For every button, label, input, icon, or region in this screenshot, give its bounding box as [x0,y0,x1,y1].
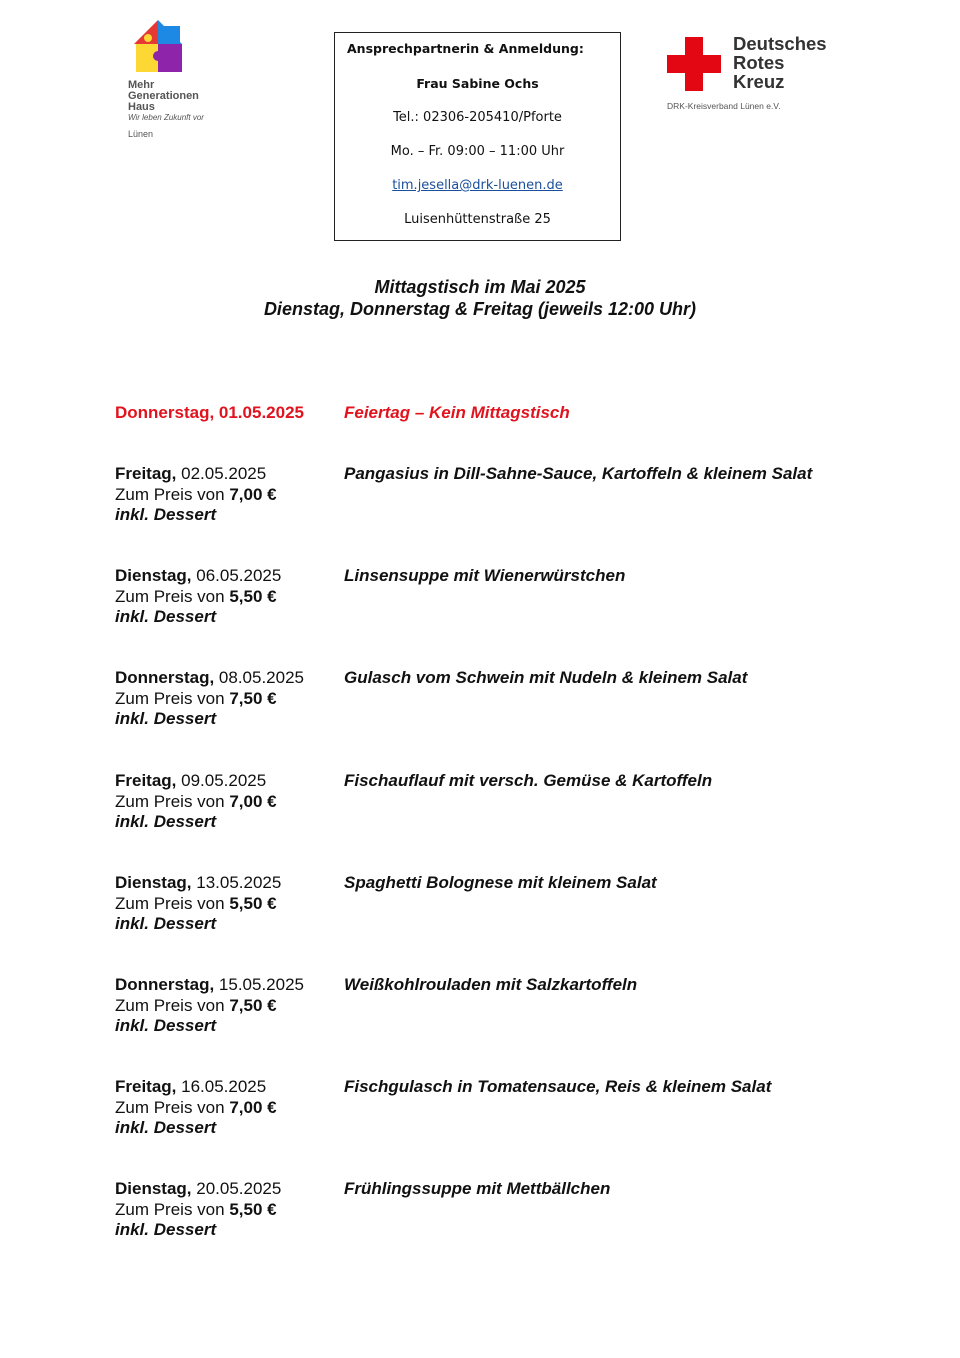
menu-entry-dessert-note: inkl. Dessert [115,709,217,728]
menu-entry-price-line [115,1200,340,1221]
menu-entry-info [115,771,340,833]
menu-title [0,276,960,320]
contact-heading: Ansprechpartnerin & Anmeldung: [347,41,584,56]
menu-entry-date-line [115,464,340,485]
menu-title-line2: Dienstag, Donnerstag & Freitag (jeweils 12:00 Uhr) [263,299,697,319]
contact-address: Luisenhüttenstraße 25 [404,212,551,227]
menu-entry-info [115,1179,340,1241]
menu-entry-price: 7,00 € [229,484,277,504]
menu-entry-date-line [115,566,340,587]
menu-entry-dish: Fischgulasch in Tomatensauce, Reis & kleinem Salat [344,1077,772,1096]
drk-word1: Deutsches [733,33,827,54]
menu-entry-dessert-note: inkl. Dessert [115,914,217,933]
menu-entry-dessert-note: inkl. Dessert [115,505,217,524]
menu-entry-weekday: Donnerstag, [115,668,215,687]
menu-entry-weekday: Freitag, [115,1077,177,1096]
mgh-name-line2: Generationen [128,90,199,102]
menu-entry-dessert-note: inkl. Dessert [115,1118,217,1137]
menu-entry-price: 5,50 € [229,893,277,913]
red-cross-icon [667,37,721,91]
menu-entry-weekday: Freitag, [115,464,177,483]
menu-entry-price-line [115,689,340,710]
contact-person: Frau Sabine Ochs [416,76,539,91]
menu-entry-price: 7,50 € [229,995,277,1015]
menu-entry-dessert-note: inkl. Dessert [115,1220,217,1239]
menu-entry-price-line [115,792,340,813]
menu-entry-dish: Pangasius in Dill-Sahne-Sauce, Kartoffeln & kleinem Salat [344,464,813,483]
menu-entry-date: 06.05.2025 [191,566,282,585]
mgh-house-icon [128,16,198,78]
price-prefix: Zum Preis von [115,688,230,708]
menu-entry-dessert-note: inkl. Dessert [115,1016,217,1035]
price-prefix: Zum Preis von [115,1199,230,1219]
menu-entry-date-line [115,771,340,792]
drk-logo [667,34,857,114]
mgh-slogan: Wir leben Zukunft vor [128,113,204,122]
menu-entry-price: 7,00 € [229,791,277,811]
drk-word2: Rotes [733,52,785,73]
drk-word3: Kreuz [733,71,785,92]
contact-box [334,32,621,241]
menu-entry-info [115,668,340,730]
menu-entry-date: 02.05.2025 [176,464,267,483]
menu-entry-date: 09.05.2025 [176,771,267,790]
contact-phone: Tel.: 02306-205410/Pforte [393,110,562,125]
menu-entry-date-line [115,668,340,689]
menu-entry-info [115,566,340,628]
menu-entry-dish: Gulasch vom Schwein mit Nudeln & kleinem Salat [344,668,748,687]
menu-entry-dish: Spaghetti Bolognese mit kleinem Salat [344,873,657,892]
menu-entry-dessert-note: inkl. Dessert [115,607,217,626]
menu-entry-date: 08.05.2025 [214,668,304,687]
menu-entry [115,771,855,837]
menu-entry-weekday: Dienstag, [115,566,192,585]
mgh-name-line1: Mehr [128,79,155,91]
menu-entry-date: 16.05.2025 [176,1077,267,1096]
price-prefix: Zum Preis von [115,1097,230,1117]
holiday-text: Feiertag – Kein Mittagstisch [344,403,570,422]
menu-entry-info [115,464,340,526]
price-prefix: Zum Preis von [115,893,230,913]
price-prefix: Zum Preis von [115,995,230,1015]
holiday-date: Donnerstag, 01.05.2025 [115,403,304,422]
menu-entry-price: 7,50 € [229,688,277,708]
price-prefix: Zum Preis von [115,791,230,811]
price-prefix: Zum Preis von [115,586,230,606]
drk-subtitle: DRK-Kreisverband Lünen e.V. [667,101,781,111]
drk-wordmark [733,34,827,91]
mgh-logo [128,16,248,140]
menu-entry-weekday: Donnerstag, [115,975,215,994]
menu-entry-date: 13.05.2025 [191,873,282,892]
menu-entry-price-line [115,587,340,608]
holiday-entry [115,403,855,427]
menu-entry-price: 5,50 € [229,586,277,606]
menu-entry [115,566,855,632]
menu-entry-info [115,1077,340,1139]
contact-hours: Mo. – Fr. 09:00 – 11:00 Uhr [390,144,565,159]
menu-entry-dish: Weißkohlrouladen mit Salzkartoffeln [344,975,638,994]
menu-entry-weekday: Dienstag, [115,873,192,892]
menu-entry-date-line [115,1179,340,1200]
menu-entry-dish: Frühlingssuppe mit Mettbällchen [344,1179,611,1198]
menu-entry-dish: Fischauflauf mit versch. Gemüse & Kartoffeln [344,771,713,790]
menu-entry-dish: Linsensuppe mit Wienerwürstchen [344,566,626,585]
mgh-city: Lünen [128,129,154,139]
menu-entry [115,668,855,734]
menu-entry-date-line [115,1077,340,1098]
menu-entry-date: 20.05.2025 [191,1179,282,1198]
menu-entry-weekday: Dienstag, [115,1179,192,1198]
menu-entry-price-line [115,996,340,1017]
menu-entry [115,873,855,939]
contact-email-link[interactable]: tim.jesella@drk-luenen.de [392,178,563,193]
menu-entry [115,1179,855,1245]
menu-entry-date-line [115,975,340,996]
menu-entry-dessert-note: inkl. Dessert [115,812,217,831]
menu-entry-price: 5,50 € [229,1199,277,1219]
menu-title-line1: Mittagstisch im Mai 2025 [374,277,586,297]
menu-entry-info [115,975,340,1037]
menu-entry-price: 7,00 € [229,1097,277,1117]
menu-entry [115,464,855,530]
menu-entry-price-line [115,1098,340,1119]
menu-entry [115,1077,855,1143]
mgh-name-line3: Haus [128,101,155,113]
price-prefix: Zum Preis von [115,484,230,504]
menu-entry-date: 15.05.2025 [214,975,304,994]
menu-entry [115,975,855,1041]
mgh-logo-text [128,80,248,140]
menu-entry-price-line [115,485,340,506]
menu-entry-price-line [115,894,340,915]
menu-entry-date-line [115,873,340,894]
menu-entry-weekday: Freitag, [115,771,177,790]
menu-entry-info [115,873,340,935]
